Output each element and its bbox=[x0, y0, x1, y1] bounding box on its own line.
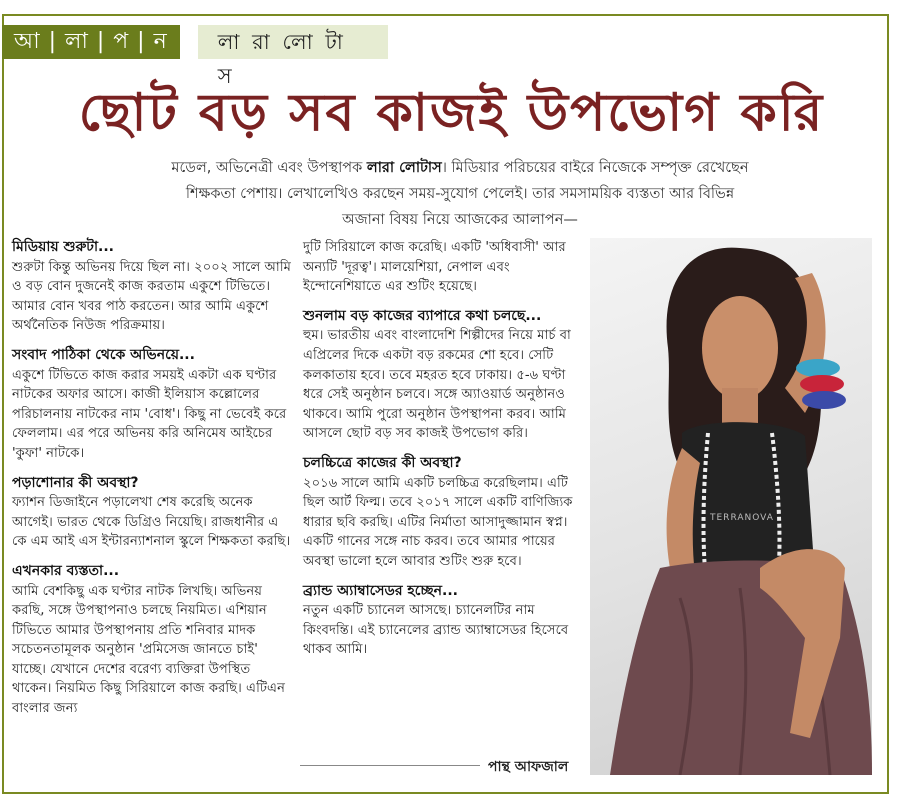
intro bbox=[120, 155, 800, 233]
section-block bbox=[12, 474, 292, 552]
section-block bbox=[12, 346, 292, 464]
section-heading: পড়াশোনার কী অবস্থা? bbox=[12, 474, 139, 491]
column-2 bbox=[303, 238, 583, 670]
byline: পান্থ আফজাল bbox=[488, 759, 569, 775]
portrait-illustration bbox=[590, 238, 872, 775]
intro-line2: শিক্ষকতা পেশায়। লেখালেখিও করছেন সময়-সুযোগ পেলেই। তার সমসাময়িক ব্যস্ততা আর বিভিন্ন bbox=[185, 186, 735, 202]
section-heading: শুনলাম বড় কাজের ব্যাপারে কথা চলছে... bbox=[303, 307, 542, 324]
section-text: হুম। ভারতীয় এবং বাংলাদেশি শিল্পীদের নিয়ে মার্চ বা এপ্রিলের দিকে একটা বড় রকমের শো হবে। সেটি কলকাতায় হবে। তবে মহরত হবে ঢাকায়। ৫-৬ ঘণ্টা ধরে সেই অনুষ্ঠান চলবে। সঙ্গে অ্যাওয়ার্ড অনুষ্ঠানও থাকবে। আমি পুরো অনুষ্ঠান উপস্থাপনা করব। আমি আসলে ছোট বড় সব কাজই উপভোগ করি। bbox=[303, 328, 571, 442]
section-text: একুশে টিভিতে কাজ করার সময়ই একটা এক ঘণ্টার নাটকের অফার আসে। কাজী ইলিয়াস কল্লোলের পরিচালনায় নাটকের নাম 'বোধ'। কিছু না ভেবেই করে ফেললাম। এর পরে অভিনয় করি অনিমেষ আইচের 'কুফা' নাটকে। bbox=[12, 367, 287, 461]
headline: ছোট বড় সব কাজই উপভোগ করি bbox=[78, 82, 825, 143]
section-text: নতুন একটি চ্যানেল আসছে। চ্যানেলটির নাম কিংবদন্তি। এই চ্যানেলের ব্র্যান্ড অ্যাম্বাসেডর হিসেবে থাকব আমি। bbox=[303, 603, 569, 658]
section-text: শুরুটা কিন্তু অভিনয় দিয়ে ছিল না। ২০০২ সালে আমি ও বড় বোন দুজনেই কাজ করতাম একুশে টিভিতে। আমার বোন খবর পাঠ করতেন। আর আমি একুশে অর্থনৈতিক নিউজ পরিক্রমায়। bbox=[12, 259, 291, 334]
section-block bbox=[303, 454, 583, 572]
intro-line1-before: মডেল, অভিনেত্রী এবং উপস্থাপক bbox=[171, 160, 367, 176]
section-block bbox=[12, 238, 292, 336]
shirt-text: TERRANOVA bbox=[710, 513, 774, 523]
author-tag: লা রা লো টা স bbox=[198, 25, 388, 59]
intro-name: লারা লোটাস bbox=[366, 160, 442, 176]
section-block bbox=[303, 307, 583, 444]
column-1 bbox=[12, 238, 292, 729]
section-heading: মিডিয়ায় শুরুটা... bbox=[12, 239, 114, 255]
portrait-photo bbox=[590, 238, 872, 775]
section-text: আমি বেশকিছু এক ঘণ্টার নাটক লিখছি। অভিনয় করছি, সঙ্গে উপস্থাপনাও চলছে নিয়মিত। এশিয়ান টিভিতে আমার উপস্থাপনায় প্রতি শনিবার মাদক সচেতনতামূলক অনুষ্ঠান 'প্রমিসেজ জানতে চাই' যাচ্ছে। যেখানে দেশের বরেণ্য ব্যক্তিরা উপস্থিত থাকেন। নিয়মিত কিছু সিরিয়ালে কাজ করছি। এটিএন বাংলার জন্য bbox=[12, 583, 285, 717]
section-heading: সংবাদ পাঠিকা থেকে অভিনয়ে... bbox=[12, 346, 195, 363]
section-text: ২০১৬ সালে আমি একটি চলচ্চিত্র করেছিলাম। এটি ছিল আর্ট ফিল্ম। তবে ২০১৭ সালে একটি বাণিজ্যিক ধারার ছবি করছি। এটির নির্মাতা আসাদুজ্জামান স্বপ্ন। একটি গানের সঙ্গে নাচ করব। তবে আমার পায়ের অবস্থা ভালো হলে আবার শুটিং শুরু হবে। bbox=[303, 475, 573, 569]
continued-text: দুটি সিরিয়ালে কাজ করেছি। একটি 'অধিবাসী' আর অন্যটি 'দূরত্ব'। মালয়েশিয়া, নেপাল এবং ইন্দোনেশিয়াতে এর শুটিং হয়েছে। bbox=[303, 240, 566, 295]
byline-rule bbox=[300, 765, 480, 766]
section-heading: চলচ্চিত্রে কাজের কী অবস্থা? bbox=[303, 454, 462, 471]
section-heading: এখনকার ব্যস্ততা... bbox=[12, 562, 120, 579]
section-heading: ব্র্যান্ড অ্যাম্বাসেডর হচ্ছেন... bbox=[303, 582, 458, 599]
section-block bbox=[12, 562, 292, 719]
section-block bbox=[303, 582, 583, 660]
section-text: ফ্যাশন ডিজাইনে পড়ালেখা শেষ করেছি অনেক আগেই। ভারত থেকে ডিগ্রিও নিয়েছি। রাজধানীর এ কে এম আই এস ইন্টারন্যাশনাল স্কুলে শিক্ষকতা করছি। bbox=[12, 495, 291, 550]
header-bar bbox=[2, 24, 388, 88]
intro-line3: অজানা বিষয় নিয়ে আজকের আলাপন— bbox=[342, 212, 578, 228]
section-tag: আ | লা | প | ন bbox=[2, 25, 180, 59]
intro-line1-after: । মিডিয়ার পরিচয়ের বাইরে নিজেকে সম্পৃক্ত রেখেছেন bbox=[441, 160, 749, 176]
